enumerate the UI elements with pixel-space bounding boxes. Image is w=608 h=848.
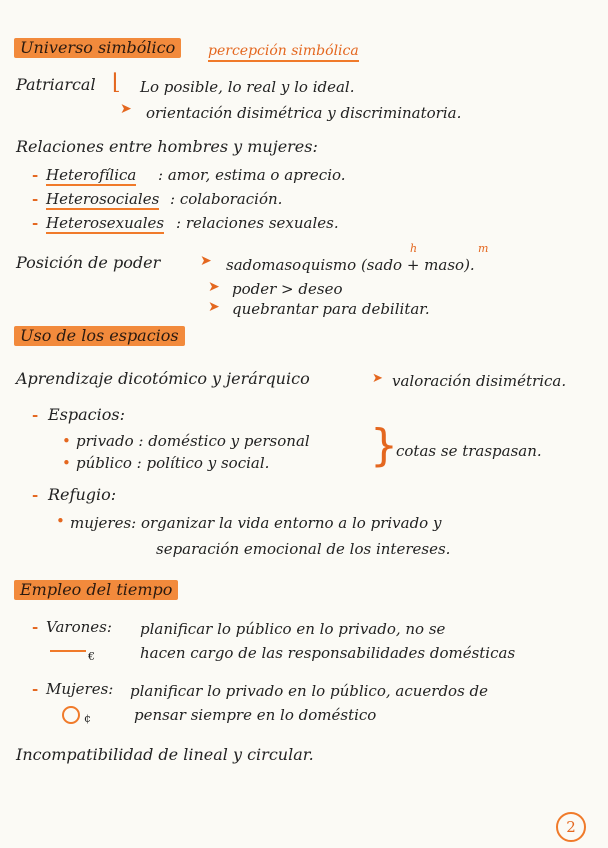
annotation-h: h: [410, 242, 418, 255]
dash-icon: -: [32, 166, 39, 184]
refugio-mujeres-1: mujeres: organizar la vida entorno a lo privado y: [70, 514, 442, 532]
poder-item-2: poder > deseo: [232, 280, 343, 298]
term-heterosociales: Heterosociales: [46, 190, 160, 208]
arrow-icon: ➤: [200, 253, 212, 269]
poder-item-3: quebrantar para debilitar.: [232, 300, 430, 318]
bullet-icon: •: [62, 454, 71, 472]
dash-icon: -: [32, 618, 39, 636]
section-title-tiempo: Empleo del tiempo: [14, 580, 178, 600]
dash-icon: -: [32, 680, 39, 698]
patriarcal-label: Patriarcal: [16, 75, 96, 94]
espacio-privado: privado : doméstico y personal: [76, 432, 310, 450]
def-heterosexuales: : relaciones sexuales.: [176, 214, 339, 232]
dash-icon: -: [32, 214, 39, 232]
arrow-icon: ➤: [120, 101, 132, 117]
dash-icon: -: [32, 406, 39, 424]
refugio-mujeres-2: separación emocional de los intereses.: [156, 540, 451, 558]
varones-text-1: planificar lo público en lo privado, no se: [140, 620, 446, 638]
patriarcal-item-1: Lo posible, lo real y lo ideal.: [140, 78, 355, 96]
poder-label: Posición de poder: [16, 253, 161, 272]
page-number: 2: [556, 812, 586, 842]
bracket-arrow-icon: ⌊: [112, 70, 121, 95]
top-edge: [0, 0, 608, 6]
varones-text-2: hacen cargo de las responsabilidades domésticas: [140, 644, 516, 662]
section-subtitle-percepcion: percepción simbólica: [208, 42, 359, 62]
cotas-text: cotas se traspasan.: [396, 442, 542, 460]
term-heterofilica: Heterofílica: [46, 166, 137, 184]
arrow-icon: ➤: [208, 279, 220, 295]
mujeres-text-1: planificar lo privado en lo público, acuerdos de: [130, 682, 489, 700]
mujeres-label: Mujeres:: [46, 680, 114, 698]
annotation-m: m: [478, 242, 489, 255]
dash-icon: -: [32, 190, 39, 208]
aprendizaje-text: Aprendizaje dicotómico y jerárquico: [16, 369, 310, 388]
brace-icon: }: [370, 420, 398, 471]
term-heterosexuales: Heterosexuales: [46, 214, 165, 232]
bullet-icon: •: [56, 512, 65, 530]
arrow-icon: ➤: [372, 371, 383, 386]
varones-symbol: €: [88, 650, 95, 663]
aprendizaje-tail: valoración disimétrica.: [392, 372, 567, 390]
dash-icon: -: [32, 486, 39, 504]
poder-item-1: sadomasoquismo (sado + maso).: [226, 256, 475, 274]
espacios-label: Espacios:: [48, 405, 125, 424]
section-title-espacios: Uso de los espacios: [14, 326, 185, 346]
arrow-icon: ➤: [208, 299, 220, 315]
refugio-label: Refugio:: [48, 485, 117, 504]
circle-icon: [62, 706, 80, 724]
bullet-icon: •: [62, 432, 71, 450]
espacio-publico: público : político y social.: [76, 454, 270, 472]
section-title-universo: Universo simbólico: [14, 38, 181, 58]
underline-mark: [50, 650, 86, 652]
patriarcal-item-2: orientación disimétrica y discriminatoria.: [146, 104, 462, 122]
mujeres-text-2: pensar siempre en lo doméstico: [134, 706, 377, 724]
def-heterofilica: : amor, estima o aprecio.: [158, 166, 346, 184]
def-heterosociales: : colaboración.: [170, 190, 283, 208]
varones-label: Varones:: [46, 618, 112, 636]
relaciones-heading: Relaciones entre hombres y mujeres:: [16, 137, 318, 156]
mujeres-symbol: ¢: [84, 712, 91, 725]
incompatibilidad-text: Incompatibilidad de lineal y circular.: [16, 745, 314, 764]
